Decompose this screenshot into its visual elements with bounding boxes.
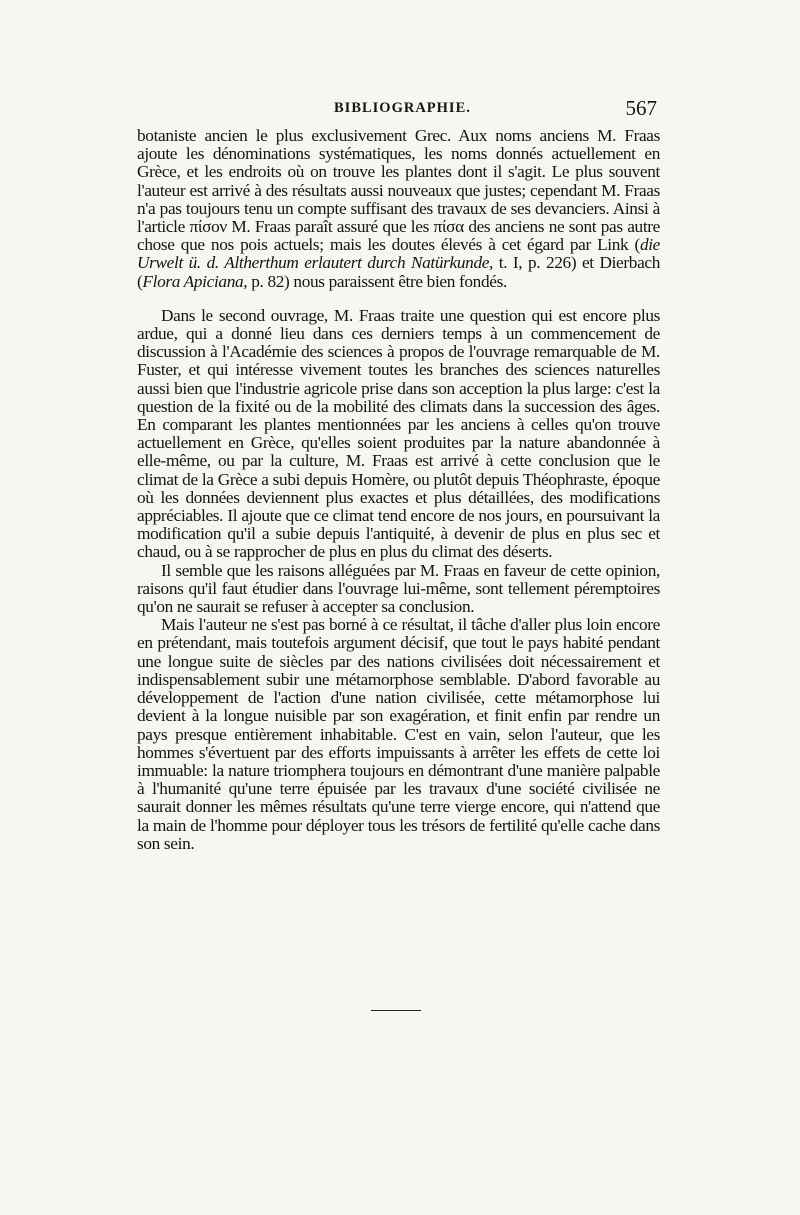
paragraph-4: Mais l'auteur ne s'est pas borné à ce résultat, il tâche d'aller plus loin encore en prétendant, mais toutefois argument décisif, que tout le pays habité pendant une longue suite de siècles par des nations civilisées doit nécessairement et indispensablement subir une métamorphose semblable. D'abord favorable au développement de l'action d'une nation civilisée, cette métamorphose lui devient à la longue nuisible par son exagération, et finit enfin par rendre un pays presque entièrement inhabitable. C'est en vain, selon l'auteur, que les hommes s'évertuent par des efforts impuissants à arrêter les effets de cette loi immuable: la nature triomphera toujours en démontrant d'une manière palpable à l'humanité qu'une terre épuisée par les travaux d'une société civilisée ne saurait donner les mêmes résultats qu'une terre vierge encore, qui n'attend que la main de l'homme pour déployer tous les trésors de fertilité qu'elle cache dans son sein. — [137, 615, 660, 853]
italic-title: die Urwelt ü. d. Altherthum erlautert durch Natürkunde, — [137, 235, 660, 273]
text-run: p. 82) nous paraissent être bien fondés. — [247, 271, 507, 291]
text-run: t. I, p. 226) et Dierbach ( — [137, 253, 660, 291]
paragraph-2: Dans le second ouvrage, M. Fraas traite une question qui est encore plus ardue, qui a donné lieu dans ces derniers temps à un commencement de discussion à l'Académie des sciences à propos de l'ouvrage remarquable de M. Fuster, et qui intéresse vivement toutes les branches des sciences naturelles aussi bien que l'industrie agricole prise dans son acception la plus large: c'est la question de la fixité ou de la mobilité des climats dans la succession des âges. En comparant les plantes mentionnées par les anciens à celles qu'on trouve actuellement en Grèce, qu'elles soient produites par la nature abandonnée à elle-même, ou par la culture, M. Fraas est arrivé à cette conclusion que le climat de la Grèce a subi depuis Homère, ou plutôt depuis Théophraste, époque où les données deviennent plus exactes et plus détaillées, des modifications appréciables. Il ajoute que ce climat tend encore de nos jours, en poursuivant la modification qu'il a subie depuis l'antiquité, à devenir de plus en plus sec et chaud, ou à se rapprocher de plus en plus du climat des déserts. — [137, 305, 660, 562]
running-head: BIBLIOGRAPHIE. — [334, 100, 471, 116]
closing-rule — [371, 1010, 421, 1011]
page-number: 567 — [625, 96, 657, 120]
text-run: M. Fraas paraît assuré que les — [226, 217, 434, 237]
text-run: botaniste ancien le plus exclusivement Grec. Aux noms anciens M. Fraas ajoute les dénominations systématiques, les noms donnés actuellement en Grèce, et les endroits où on trouve les plantes dont il s'agit. Le plus souvent l'auteur est arrivé à des résultats aussi nouveaux que justes; cependant M. Fraas n'a pas toujours tenu un compte suffisant des travaux de ses devanciers. Ainsi à l'article — [137, 126, 660, 237]
greek-word: πίσα — [433, 217, 464, 237]
greek-word: πίσον — [189, 217, 227, 237]
page-header — [137, 96, 657, 126]
italic-title: Flora Apiciana, — [142, 271, 248, 291]
paragraph-1 — [137, 127, 660, 291]
page-body — [137, 127, 660, 853]
paragraph-3: Il semble que les raisons alléguées par M. Fraas en faveur de cette opinion, raisons qu'il faut étudier dans l'ouvrage lui-même, sont tellement péremptoires qu'on ne saurait se refuser à accepter sa conclusion. — [137, 560, 660, 617]
text-run: des anciens ne sont pas autre chose que nos pois actuels; mais les doutes élevés à cet égard par Link ( — [137, 217, 661, 255]
